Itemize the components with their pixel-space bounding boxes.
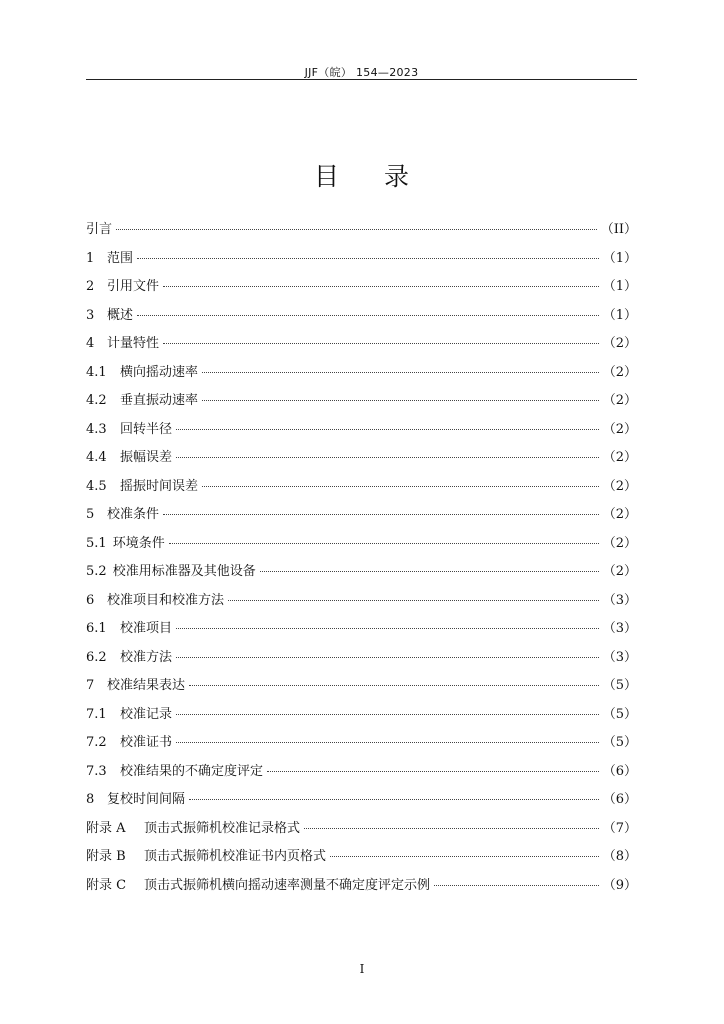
toc-entry-number: 附录 B xyxy=(86,849,126,864)
toc-entry-page: （6） xyxy=(602,763,637,779)
toc-entry[interactable] xyxy=(86,330,637,359)
toc-dot-leader xyxy=(163,514,599,515)
toc-dot-leader xyxy=(163,343,599,344)
toc-dot-leader xyxy=(260,571,599,572)
toc-entry-page: （2） xyxy=(602,364,637,380)
toc-entry-label: 环境条件 xyxy=(112,535,165,551)
toc-entry-label: 引言 xyxy=(86,222,113,237)
toc-entry-label: 计量特性 xyxy=(107,336,160,351)
toc-dot-leader xyxy=(176,628,599,629)
toc-entry[interactable] xyxy=(86,672,637,701)
toc-entry-page: （6） xyxy=(602,792,637,807)
toc-entry-page: （II） xyxy=(600,222,637,237)
toc-entry-page: （5） xyxy=(602,678,637,693)
toc-dot-leader xyxy=(116,229,597,230)
toc-entry[interactable] xyxy=(86,530,637,559)
toc-entry-page: （7） xyxy=(602,820,637,836)
toc-entry-label: 概述 xyxy=(107,307,134,323)
toc-entry[interactable] xyxy=(86,758,637,787)
toc-entry[interactable] xyxy=(86,416,637,445)
toc-entry-page: （2） xyxy=(602,393,637,408)
toc-entry-label: 顶击式振筛机横向摇动速率测量不确定度评定示例 xyxy=(144,877,431,893)
toc-entry-label: 校准用标准器及其他设备 xyxy=(112,564,256,579)
header-rule xyxy=(86,79,637,80)
toc-entry-number: 4.4 xyxy=(86,450,107,465)
toc-entry-label: 回转半径 xyxy=(120,421,173,437)
toc-entry-number: 7 xyxy=(86,678,95,693)
toc-entry-number: 8 xyxy=(86,792,95,807)
toc-entry[interactable] xyxy=(86,473,637,502)
toc-entry[interactable] xyxy=(86,644,637,673)
toc-entry-page: （1） xyxy=(602,279,637,294)
toc-entry-label: 校准项目和校准方法 xyxy=(107,592,225,608)
toc-entry-label: 摇振时间误差 xyxy=(120,478,199,494)
toc-entry-number: 4.5 xyxy=(86,478,107,494)
toc-entry-label: 复校时间间隔 xyxy=(107,792,186,807)
toc-entry-page: （8） xyxy=(602,849,637,864)
toc-entry-page: （2） xyxy=(602,421,637,437)
toc-dot-leader xyxy=(189,799,599,800)
toc-entry-page: （2） xyxy=(602,336,637,351)
toc-entry-page: （2） xyxy=(602,450,637,465)
running-header: JJF（皖） 154—2023 xyxy=(304,66,419,79)
table-of-contents xyxy=(86,216,637,900)
toc-entry[interactable] xyxy=(86,558,637,587)
toc-dot-leader xyxy=(176,457,599,458)
toc-entry-page: （9） xyxy=(602,877,637,893)
toc-entry-number: 7.1 xyxy=(86,706,107,722)
toc-entry-number: 7.2 xyxy=(86,735,107,750)
toc-entry-page: （3） xyxy=(602,649,637,665)
toc-entry-page: （5） xyxy=(602,735,637,750)
toc-entry-label: 校准项目 xyxy=(120,621,173,636)
toc-entry-page: （1） xyxy=(602,250,637,266)
toc-entry-number: 5.1 xyxy=(86,535,107,551)
toc-entry-page: （2） xyxy=(602,564,637,579)
toc-dot-leader xyxy=(137,258,599,259)
toc-entry-page: （3） xyxy=(602,592,637,608)
toc-entry-label: 引用文件 xyxy=(107,279,160,294)
toc-entry[interactable] xyxy=(86,729,637,758)
toc-entry-label: 范围 xyxy=(107,250,134,266)
toc-entry[interactable] xyxy=(86,359,637,388)
toc-dot-leader xyxy=(267,771,599,772)
toc-dot-leader xyxy=(137,315,599,316)
toc-entry-number: 6 xyxy=(86,592,95,608)
toc-entry[interactable] xyxy=(86,245,637,274)
toc-entry-page: （3） xyxy=(602,621,637,636)
toc-entry-label: 顶击式振筛机校准记录格式 xyxy=(144,820,301,836)
toc-entry[interactable] xyxy=(86,815,637,844)
toc-entry-page: （2） xyxy=(602,535,637,551)
toc-entry-number: 2 xyxy=(86,279,95,294)
toc-entry-number: 4.3 xyxy=(86,421,107,437)
toc-entry-number: 1 xyxy=(86,250,95,266)
toc-dot-leader xyxy=(202,486,599,487)
toc-entry-number: 5.2 xyxy=(86,564,107,579)
toc-dot-leader xyxy=(304,828,599,829)
toc-dot-leader xyxy=(228,600,599,601)
toc-entry[interactable] xyxy=(86,872,637,901)
toc-dot-leader xyxy=(330,856,599,857)
toc-entry-number: 附录 C xyxy=(86,877,127,893)
toc-entry-number: 附录 A xyxy=(86,820,126,836)
title-char-2: 录 xyxy=(384,162,411,191)
toc-entry-number: 6.2 xyxy=(86,649,107,665)
toc-entry-number: 4.1 xyxy=(86,364,107,380)
page-title xyxy=(0,157,724,193)
toc-entry[interactable] xyxy=(86,273,637,302)
toc-entry[interactable] xyxy=(86,387,637,416)
page-number: I xyxy=(359,962,365,976)
toc-entry-page: （2） xyxy=(602,478,637,494)
toc-dot-leader xyxy=(169,543,599,544)
toc-entry[interactable] xyxy=(86,501,637,530)
toc-entry-number: 7.3 xyxy=(86,763,107,779)
toc-entry-number: 4.2 xyxy=(86,393,107,408)
toc-entry-number: 5 xyxy=(86,507,95,522)
toc-entry-page: （2） xyxy=(602,507,637,522)
toc-entry[interactable] xyxy=(86,216,637,245)
toc-dot-leader xyxy=(176,714,599,715)
toc-entry-label: 校准方法 xyxy=(120,649,173,665)
toc-dot-leader xyxy=(176,657,599,658)
toc-entry-label: 校准结果表达 xyxy=(107,678,186,693)
toc-entry[interactable] xyxy=(86,843,637,872)
toc-entry-number: 4 xyxy=(86,336,95,351)
toc-dot-leader xyxy=(202,400,599,401)
toc-entry-page: （1） xyxy=(602,307,637,323)
toc-entry-number: 3 xyxy=(86,307,95,323)
toc-dot-leader xyxy=(176,742,599,743)
toc-entry-page: （5） xyxy=(602,706,637,722)
toc-dot-leader xyxy=(189,685,599,686)
toc-entry-number: 6.1 xyxy=(86,621,107,636)
toc-entry-label: 振幅误差 xyxy=(120,450,173,465)
title-char-1: 目 xyxy=(313,162,340,191)
toc-entry[interactable] xyxy=(86,786,637,815)
toc-entry-label: 校准记录 xyxy=(120,706,173,722)
toc-entry-label: 垂直振动速率 xyxy=(120,393,199,408)
toc-entry[interactable] xyxy=(86,302,637,331)
toc-dot-leader xyxy=(202,372,599,373)
toc-entry-label: 顶击式振筛机校准证书内页格式 xyxy=(144,849,327,864)
toc-dot-leader xyxy=(163,286,599,287)
toc-dot-leader xyxy=(176,429,599,430)
toc-entry-label: 校准证书 xyxy=(120,735,173,750)
toc-entry[interactable] xyxy=(86,587,637,616)
toc-entry[interactable] xyxy=(86,444,637,473)
toc-entry[interactable] xyxy=(86,615,637,644)
toc-dot-leader xyxy=(434,885,599,886)
toc-entry-label: 校准条件 xyxy=(107,507,160,522)
toc-entry[interactable] xyxy=(86,701,637,730)
toc-entry-label: 校准结果的不确定度评定 xyxy=(120,763,264,779)
toc-entry-label: 横向摇动速率 xyxy=(120,364,199,380)
